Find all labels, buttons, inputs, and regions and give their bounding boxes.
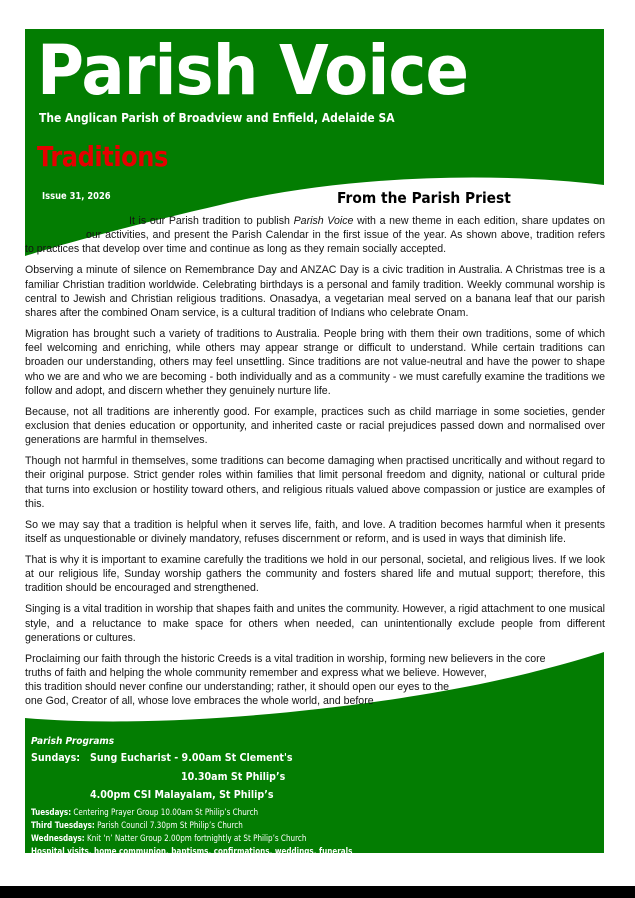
intro-line-3: to practices that develop over time and continue as long as they remain socially accepted. <box>25 243 447 256</box>
intro-line-2: our activities, and present the Parish Calendar in the first issue of the year. As shown above, tradition refers <box>86 229 605 242</box>
newsletter-title: Parish Voice <box>37 31 469 111</box>
parish-programs <box>31 734 353 856</box>
paragraph: Singing is a vital tradition in worship that shapes faith and unites the community. However, a rigid attachment to one musical style, and a reluctance to make space for others when needed, can unintentionally exclude people from different generations or cultures. <box>25 603 605 644</box>
paragraph: Observing a minute of silence on Remembrance Day and ANZAC Day is a civic tradition in Australia. A Christmas tree is a familiar Christian tradition worldwide. Celebrating birthdays is a personal and family tradition. Weekly communal worship is central to Jewish and Christian religious traditions. Onasadya, a vegetarian meal served on a banana leaf that our parish shares after the combined Onam service, is a cultural tradition of Indians who celebrate Onam. <box>25 264 605 320</box>
issue-theme: Traditions <box>37 140 168 173</box>
programs-heading: Parish Programs <box>31 736 115 747</box>
closing-line: Proclaiming our faith through the historic Creeds is a vital tradition in worship, forming new believers in the core <box>25 652 546 665</box>
publication-name: Parish Voice <box>293 215 354 227</box>
article-body <box>25 214 605 715</box>
closing-line: this tradition should never confine our understanding; rather, it should open our eyes to the <box>25 681 450 694</box>
closing-paragraph <box>25 652 605 709</box>
intro-line-1: It is our Parish tradition to publish Parish Voice with a new theme in each edition, share updates on <box>129 215 605 227</box>
article-heading: From the Parish Priest <box>337 189 511 207</box>
sundays-label: Sundays: <box>31 752 81 764</box>
sundays-line-1: Sung Eucharist - 9.00am St Clement's <box>90 752 293 764</box>
program-third-tuesdays: Third Tuesdays: Parish Council 7.30pm St Philip’s Church <box>31 820 243 830</box>
closing-line: one God, Creator of all, whose love embraces the whole world, and before <box>25 695 374 708</box>
intro-paragraph <box>25 214 605 257</box>
program-tuesdays: Tuesdays: Centering Prayer Group 10.00am St Philip’s Church <box>31 807 259 817</box>
paragraph: Because, not all traditions are inherently good. For example, practices such as child marriage in some societies, gender exclusion that denies education or opportunity, and inherited caste or racial prejudices passed down and normalised over generations are harmful in themselves. <box>25 405 605 447</box>
sundays-line-2: 10.30am St Philip’s <box>181 771 286 783</box>
closing-line: truths of faith and helping the whole community remember and express what we believe. However, <box>25 667 487 680</box>
paragraph: That is why it is important to examine carefully the traditions we hold in our personal, societal, and religious lives. If we look at our religious life, Sunday worship gathers the community and fosters shared life and mutual support; therefore, this tradition should be encouraged and strengthened. <box>25 554 605 595</box>
program-wednesdays: Wednesdays: Knit ‘n’ Natter Group 2.00pm fortnightly at St Philip’s Church <box>31 833 307 843</box>
paragraph: So we may say that a tradition is helpful when it serves life, faith, and love. A tradition becomes harmful when it presents itself as unquestionable or divinely mandatory, refuses discernment or reform, and is used in ways that diminish life. <box>25 518 605 546</box>
issue-number: Issue 31, 2026 <box>42 191 111 202</box>
paragraph: Migration has brought such a variety of traditions to Australia. People bring with them their own traditions, some of which feel welcoming and enriching, while others may appear strange or difficult to understand. While certain traditions can broaden our understanding, others may feel unsettling. Since traditions are not value-neutral and have the power to shape who we are and who we are becoming - both individually and as a community - we must carefully examine the traditions we follow and adopt, and discern whether they genuinely nurture life. <box>25 328 605 397</box>
parish-subtitle: The Anglican Parish of Broadview and Enfield, Adelaide SA <box>39 110 395 125</box>
pastoral-services: Hospital visits, home communion, baptisms, confirmations, weddings, funerals <box>31 846 353 856</box>
sundays-line-3: 4.00pm CSI Malayalam, St Philip’s <box>90 789 274 801</box>
paragraph: Though not harmful in themselves, some traditions can become damaging when practised uncritically and without regard to their original purpose. Strict gender roles within families that limit personal freedom and dignity, national or cultural pride that turns into exclusion or hostility toward others, and religious rituals valued above compassion or justice are examples of this. <box>25 455 605 510</box>
footer-bar <box>0 886 635 898</box>
